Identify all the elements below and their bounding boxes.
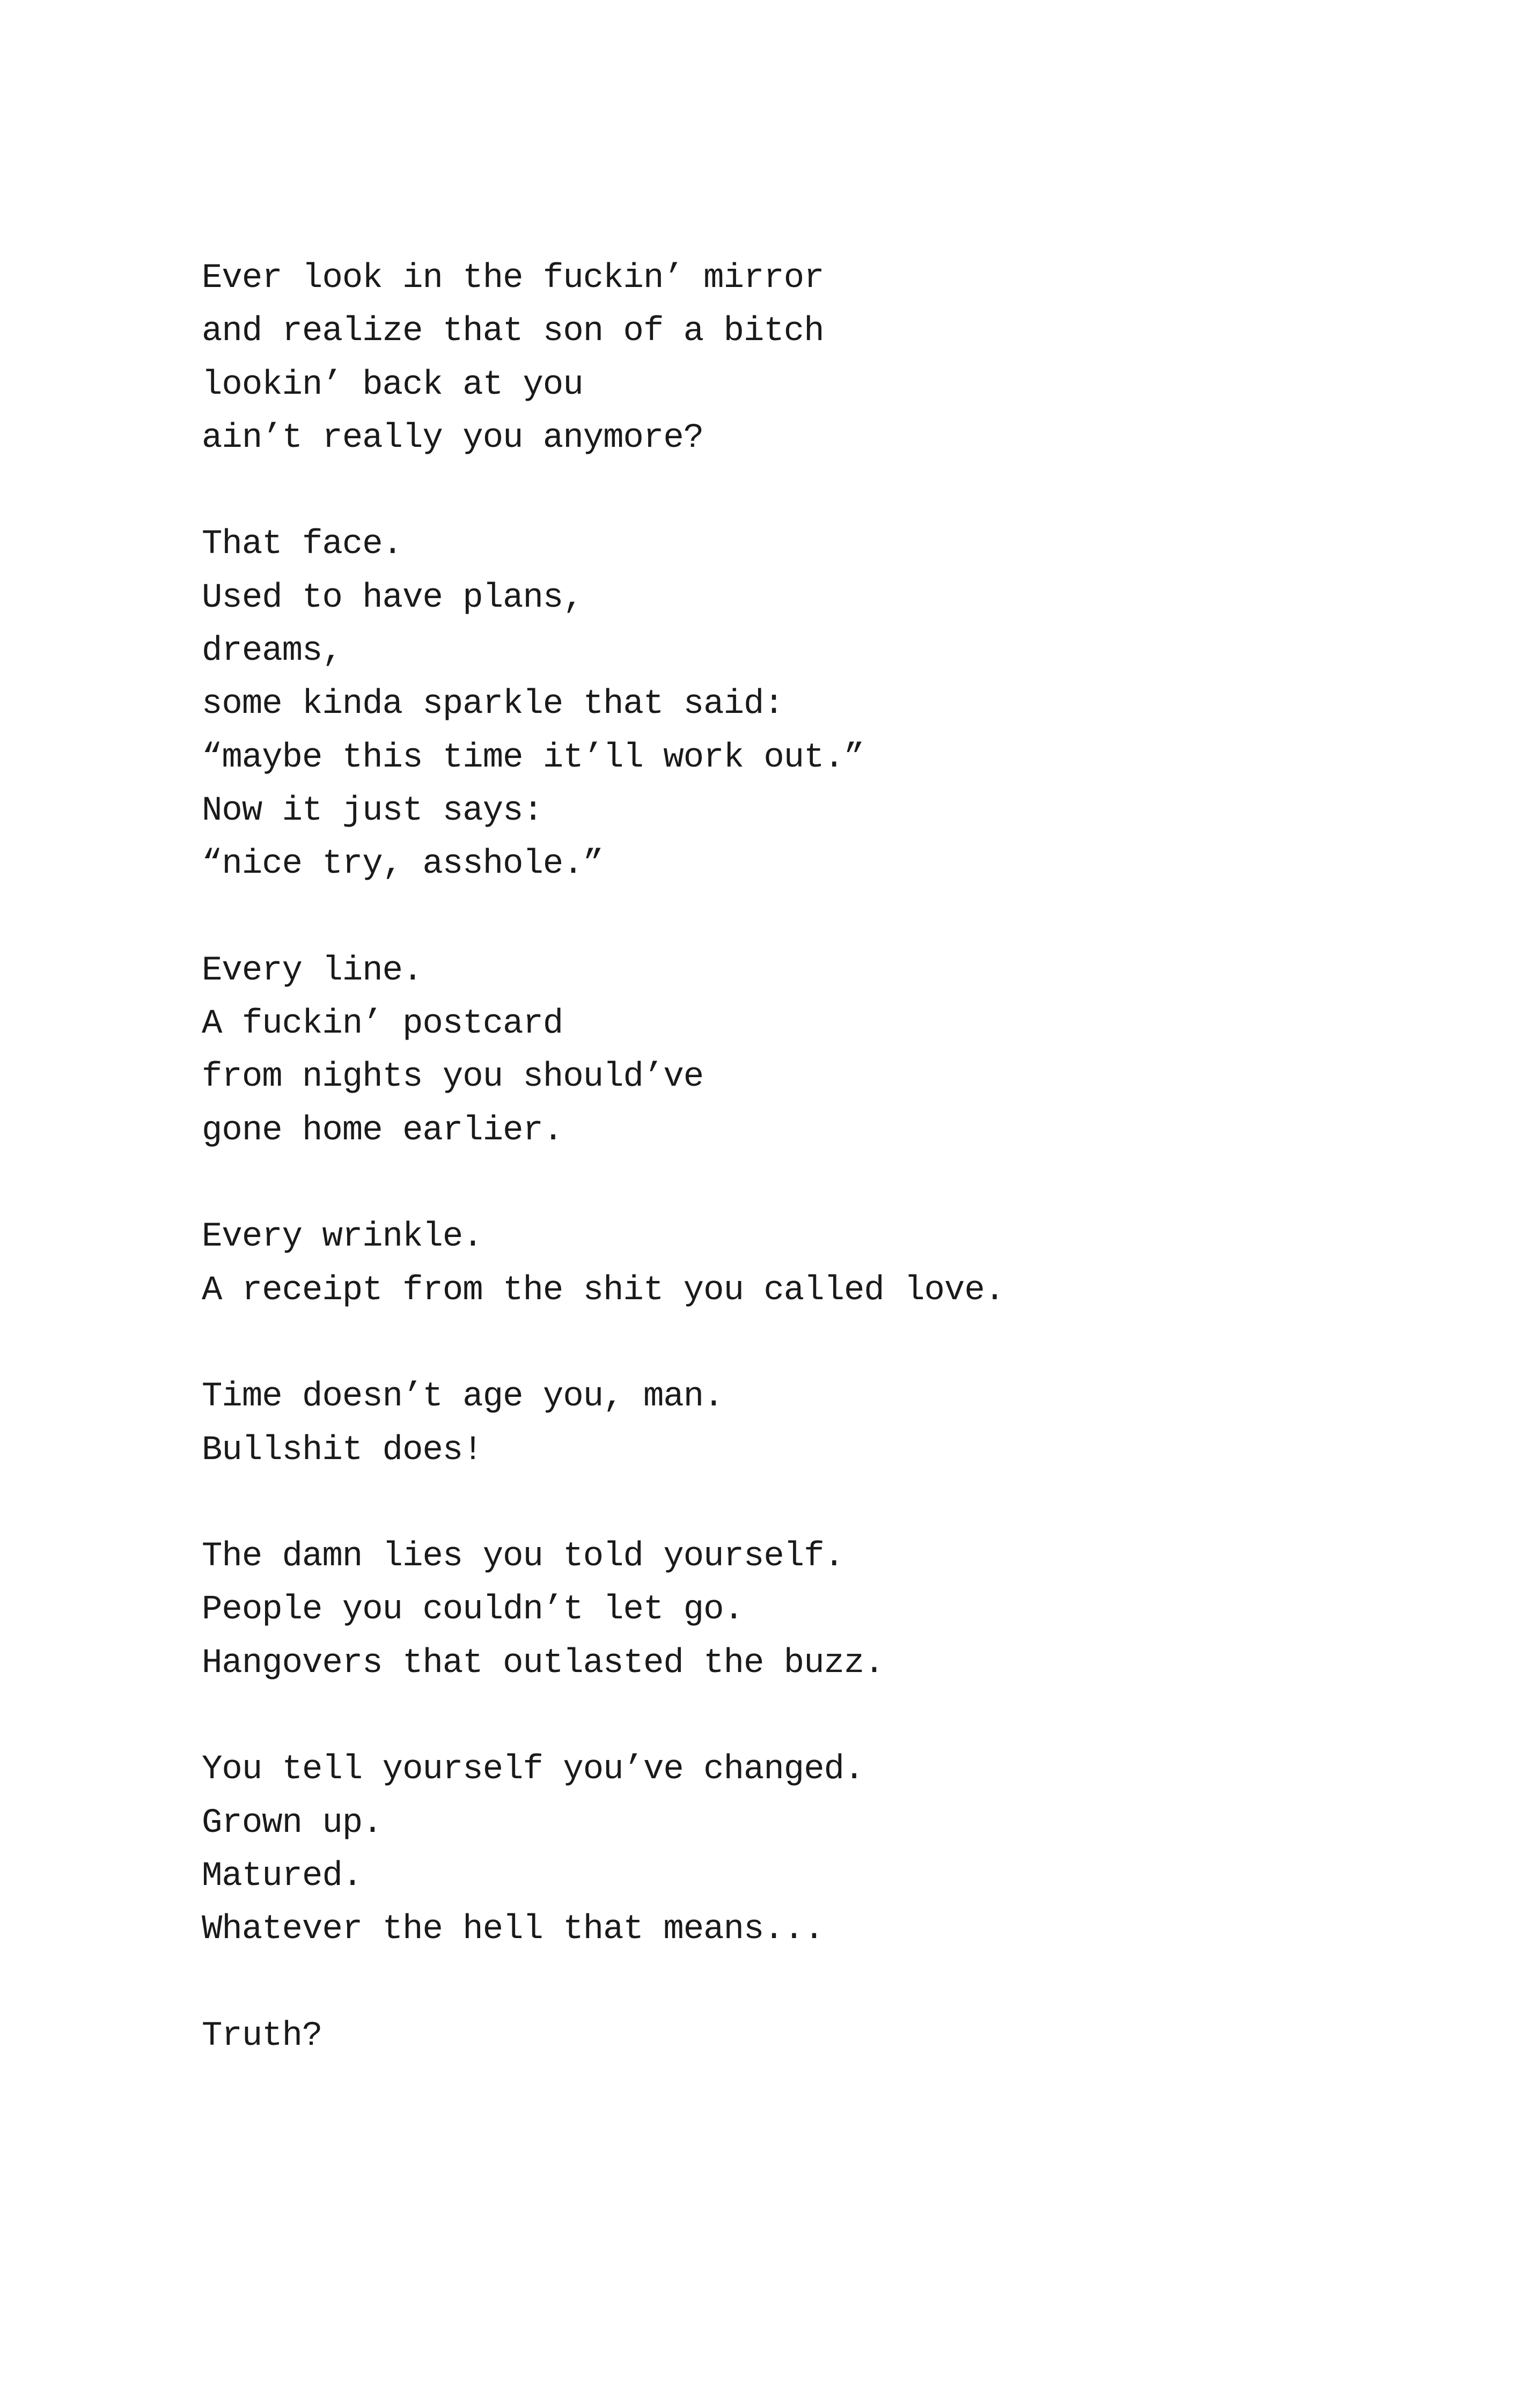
poem-line: and realize that son of a bitch: [202, 312, 824, 351]
stanza-8: [202, 2010, 1382, 2063]
poem-line: dreams,: [202, 632, 342, 671]
poem-line: Bullshit does!: [202, 1431, 483, 1470]
stanza-3: [202, 945, 1382, 1158]
poem-line: Every line.: [202, 951, 423, 990]
stanza-5: [202, 1371, 1382, 1477]
poem-line: Truth?: [202, 2016, 322, 2056]
poem-line: Time doesn’t age you, man.: [202, 1378, 724, 1417]
poem-line: Hangovers that outlasted the buzz.: [202, 1644, 884, 1683]
poem-line: some kinda sparkle that said:: [202, 685, 784, 724]
poem-line: A receipt from the shit you called love.: [202, 1271, 1005, 1310]
poem-line: Whatever the hell that means...: [202, 1910, 824, 1949]
poem-line: A fuckin’ postcard: [202, 1005, 563, 1044]
poem-line: Matured.: [202, 1857, 363, 1896]
poem-line: lookin’ back at you: [202, 365, 583, 404]
poem-line: The damn lies you told yourself.: [202, 1537, 844, 1577]
stanza-1: [202, 252, 1382, 465]
poem-line: You tell yourself you’ve changed.: [202, 1750, 864, 1790]
poem-line: ain’t really you anymore?: [202, 418, 704, 458]
poem-line: Ever look in the fuckin’ mirror: [202, 259, 824, 298]
stanza-7: [202, 1743, 1382, 1956]
poem-line: gone home earlier.: [202, 1111, 563, 1150]
poem-line: Now it just says:: [202, 791, 543, 830]
poem-line: People you couldn’t let go.: [202, 1590, 744, 1630]
stanza-6: [202, 1530, 1382, 1690]
poem-line: Every wrinkle.: [202, 1218, 483, 1257]
poem-body: [202, 252, 1382, 2116]
poem-line: Used to have plans,: [202, 578, 583, 617]
stanza-4: [202, 1211, 1382, 1317]
poem-line: Grown up.: [202, 1803, 383, 1843]
poem-line: That face.: [202, 525, 403, 564]
poem-line: “maybe this time it’ll work out.”: [202, 738, 864, 777]
poem-line: “nice try, asshole.”: [202, 845, 604, 884]
stanza-2: [202, 518, 1382, 891]
poem-line: from nights you should’ve: [202, 1058, 704, 1097]
